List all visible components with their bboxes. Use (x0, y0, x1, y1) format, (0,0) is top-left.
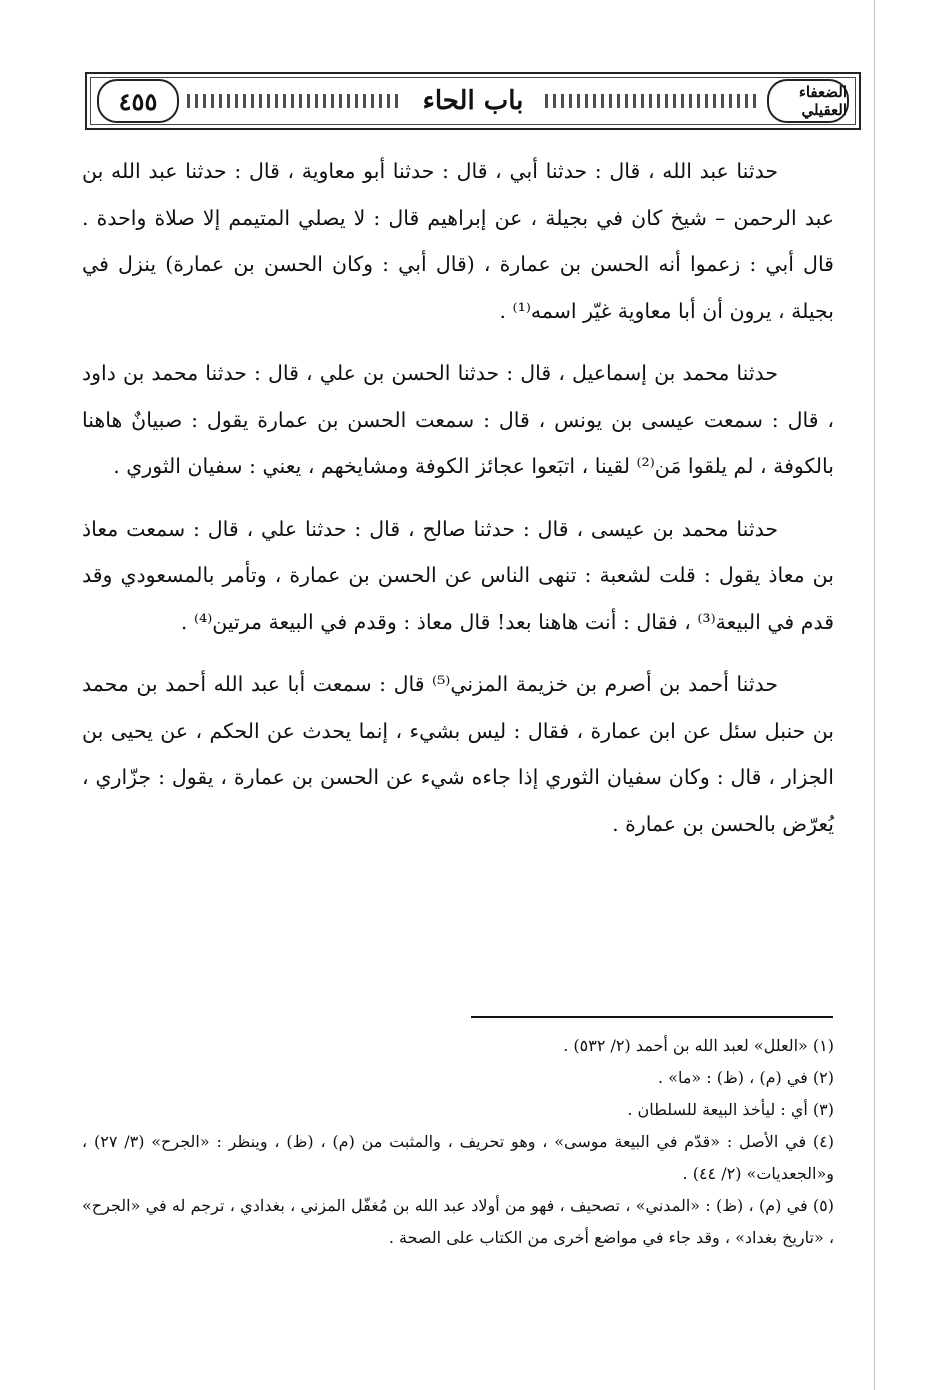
footnote: (٤) في الأصل : «قدّم في البيعة موسى» ، وهو تحريف ، والمثبت من (م) ، (ظ) ، وينظر : «الجرح» (٣/ ٢٧) ، و«الجعديات» (٢/ ٤٤) . (82, 1132, 834, 1183)
footnote: (٢) في (م) ، (ظ) : «ما» . (657, 1068, 834, 1087)
paragraph: حدثنا أحمد بن أصرم بن خزيمة المزني⁽⁵⁾ قال : سمعت أبا عبد الله أحمد بن محمد بن حنبل سئل عن ابن عمارة ، فقال : ليس بشيء ، إنما يحدث عن الحكم ، عن يحيى بن الجزار ، قال : وكان سفيان الثوري إذا جاءه شيء عن الحسن بن عمارة ، يقول : جزّاري ، يُعرّض بالحسن بن عمارة . (82, 672, 834, 836)
footnotes (82, 1030, 834, 1254)
page-number: ٤٥٥ (97, 79, 179, 123)
ornament-left (187, 94, 401, 108)
chapter-title: باب الحاء (409, 86, 538, 116)
book-logo: الضعفاء العقيلي (767, 79, 849, 123)
footnote: (٣) أي : ليأخذ البيعة للسلطان . (627, 1100, 834, 1119)
page-header (85, 72, 861, 130)
footnote-divider (471, 1016, 833, 1018)
ornament-right (545, 94, 759, 108)
page-edge-line (874, 0, 875, 1390)
footnote: (٥) في (م) ، (ظ) : «المدني» ، تصحيف ، فهو من أولاد عبد الله بن مُغفّل المزني ، بغدادي ، ترجم له في «الجرح» ، «تاريخ بغداد» ، وقد جاء في مواضع أخرى من الكتاب على الصحة . (82, 1196, 834, 1247)
paragraph: حدثنا محمد بن إسماعيل ، قال : حدثنا الحسن بن علي ، قال : حدثنا محمد بن داود ، قال : سمعت عيسى بن يونس ، قال : سمعت الحسن بن عمارة يقول : صبيانٌ هاهنا بالكوفة ، لم يلقوا مَن⁽²⁾ لقينا ، اتبَعوا عجائز الكوفة ومشايخهم ، يعني : سفيان الثوري . (82, 361, 834, 478)
paragraph: حدثنا عبد الله ، قال : حدثنا أبي ، قال : حدثنا أبو معاوية ، قال : حدثنا عبد الله بن عبد الرحمن – شيخ كان في بجيلة ، عن إبراهيم قال : لا يصلي المتيمم إلا صلاة واحدة . قال أبي : زعموا أنه الحسن بن عمارة ، (قال أبي : وكان الحسن بن عمارة) ينزل في بجيلة ، يرون أن أبا معاوية غيّر اسمه⁽¹⁾ . (82, 159, 834, 323)
main-text (82, 148, 834, 863)
footnote: (١) «العلل» لعبد الله بن أحمد (٢/ ٥٣٢) . (563, 1036, 834, 1055)
paragraph: حدثنا محمد بن عيسى ، قال : حدثنا صالح ، قال : حدثنا علي ، قال : سمعت معاذ بن معاذ يقول : قلت لشعبة : تنهى الناس عن الحسن بن عمارة ، وتأمر بالمسعودي وقد قدم في البيعة⁽³⁾ ، فقال : أنت هاهنا بعد! قال معاذ : وقدم في البيعة مرتين⁽⁴⁾ . (82, 516, 834, 634)
